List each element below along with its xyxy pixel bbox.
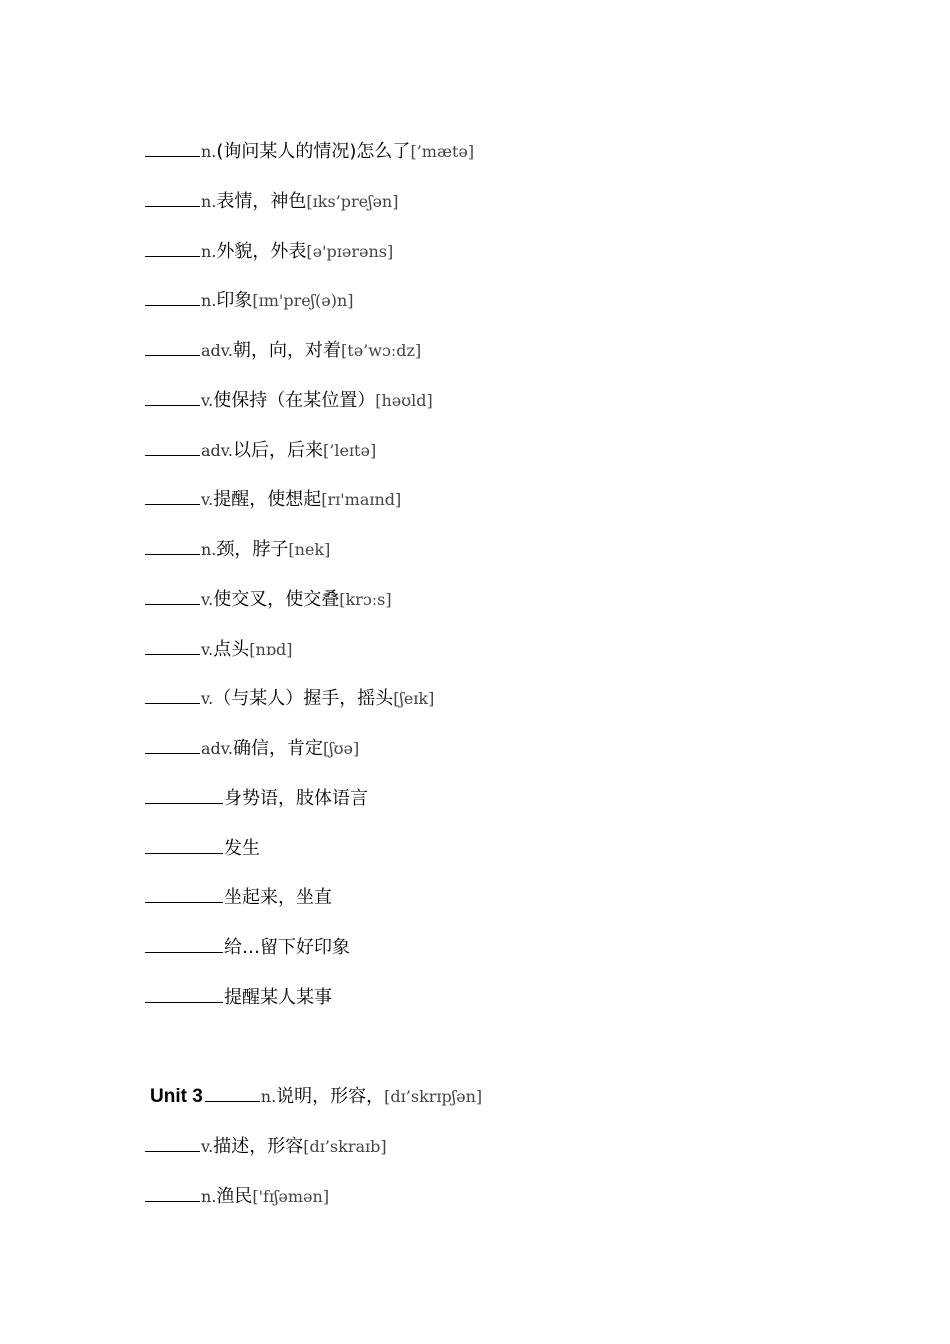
answer-blank[interactable] <box>145 685 200 704</box>
part-of-speech: v. <box>201 490 214 509</box>
phonetic: [nɒd] <box>249 640 293 659</box>
phrase-line <box>145 835 260 861</box>
vocab-line <box>145 536 330 562</box>
phonetic: [krɔːs] <box>339 590 392 609</box>
chinese-meaning: 发生 <box>224 838 260 859</box>
chinese-meaning: 外貌，外表 <box>216 241 307 262</box>
part-of-speech: v. <box>201 391 214 410</box>
part-of-speech: adv. <box>201 739 234 758</box>
answer-blank[interactable] <box>145 287 200 306</box>
chinese-meaning: 表情，神色 <box>216 191 307 212</box>
chinese-meaning: 渔民 <box>216 1186 253 1207</box>
unit3-line <box>145 1083 482 1109</box>
chinese-meaning: 点头 <box>213 639 250 660</box>
vocab-line <box>145 735 359 761</box>
phonetic: [ə'pɪərəns] <box>306 242 394 261</box>
part-of-speech: n. <box>201 1187 217 1206</box>
part-of-speech: adv. <box>201 441 234 460</box>
answer-blank[interactable] <box>145 785 223 804</box>
part-of-speech: v. <box>201 689 214 708</box>
phonetic: [nek] <box>288 540 331 559</box>
answer-blank[interactable] <box>145 188 200 207</box>
answer-blank[interactable] <box>205 1083 260 1102</box>
chinese-meaning: 给…留下好印象 <box>224 937 350 958</box>
phonetic: [ʃʊə] <box>323 739 360 758</box>
answer-blank[interactable] <box>145 387 200 406</box>
chinese-meaning: 描述，形容 <box>213 1136 304 1157</box>
phonetic: [’mætə] <box>410 142 475 161</box>
answer-blank[interactable] <box>145 636 200 655</box>
answer-blank[interactable] <box>145 138 200 157</box>
part-of-speech: n. <box>201 540 217 559</box>
chinese-meaning: 使交叉，使交叠 <box>213 589 340 610</box>
vocab-line <box>145 138 474 164</box>
vocab-line <box>145 1133 387 1159</box>
phrase-line <box>145 984 332 1010</box>
phrase-line <box>145 785 368 811</box>
vocab-line <box>145 636 293 662</box>
phonetic: [dɪ’skrɪpʃən] <box>384 1087 483 1106</box>
vocab-line <box>145 1183 329 1209</box>
answer-blank[interactable] <box>145 337 200 356</box>
answer-blank[interactable] <box>145 884 223 903</box>
part-of-speech: n. <box>201 242 217 261</box>
phonetic: [rɪ'maɪnd] <box>321 490 402 509</box>
part-of-speech: v. <box>201 1137 214 1156</box>
phrase-line <box>145 934 350 960</box>
vocab-line <box>145 387 433 413</box>
chinese-meaning: 朝，向，对着 <box>233 340 342 361</box>
chinese-meaning: 提醒某人某事 <box>224 987 332 1008</box>
chinese-meaning: 使保持（在某位置） <box>213 390 376 411</box>
answer-blank[interactable] <box>145 586 200 605</box>
chinese-meaning: 坐起来，坐直 <box>224 887 332 908</box>
vocab-line <box>145 437 376 463</box>
vocab-line <box>145 486 401 512</box>
answer-blank[interactable] <box>145 437 200 456</box>
chinese-meaning: 确信，肯定 <box>233 738 324 759</box>
vocab-line <box>145 685 434 711</box>
chinese-meaning: 身势语，肢体语言 <box>224 788 368 809</box>
phonetic: [’leɪtə] <box>323 441 377 460</box>
chinese-meaning: 以后，后来 <box>233 440 324 461</box>
chinese-meaning: 颈，脖子 <box>216 539 289 560</box>
phonetic: [tə’wɔːdz] <box>341 341 422 360</box>
part-of-speech: adv. <box>201 341 234 360</box>
vocab-line <box>145 188 398 214</box>
answer-blank[interactable] <box>145 536 200 555</box>
chinese-meaning: 说明，形容， <box>276 1086 385 1107</box>
answer-blank[interactable] <box>145 1133 200 1152</box>
answer-blank[interactable] <box>145 934 223 953</box>
vocab-line <box>145 238 393 264</box>
answer-blank[interactable] <box>145 835 223 854</box>
phonetic: [ɪm'preʃ(ə)n] <box>252 291 354 310</box>
answer-blank[interactable] <box>145 1183 200 1202</box>
chinese-meaning: （与某人）握手，摇头 <box>213 688 394 709</box>
vocab-line <box>145 337 421 363</box>
part-of-speech: n. <box>201 142 217 161</box>
vocab-line <box>145 586 392 612</box>
answer-blank[interactable] <box>145 486 200 505</box>
part-of-speech: n. <box>201 192 217 211</box>
phonetic: [dɪ’skraɪb] <box>303 1137 387 1156</box>
chinese-meaning: (询问某人的情况)怎么了 <box>216 141 411 162</box>
part-of-speech: v. <box>201 640 214 659</box>
phonetic: ['fɪʃəmən] <box>252 1187 330 1206</box>
vocab-line <box>145 287 354 313</box>
phrase-line <box>145 884 332 910</box>
answer-blank[interactable] <box>145 238 200 257</box>
phonetic: [ɪks’preʃən] <box>306 192 399 211</box>
unit-heading: Unit 3 <box>150 1086 203 1107</box>
chinese-meaning: 提醒，使想起 <box>213 489 322 510</box>
part-of-speech: n. <box>260 1087 277 1106</box>
part-of-speech: v. <box>201 590 214 609</box>
part-of-speech: n. <box>201 291 217 310</box>
phonetic: [ʃeɪk] <box>393 689 435 708</box>
answer-blank[interactable] <box>145 735 200 754</box>
chinese-meaning: 印象 <box>216 290 253 311</box>
answer-blank[interactable] <box>145 984 223 1003</box>
phonetic: [həʊld] <box>375 391 433 410</box>
